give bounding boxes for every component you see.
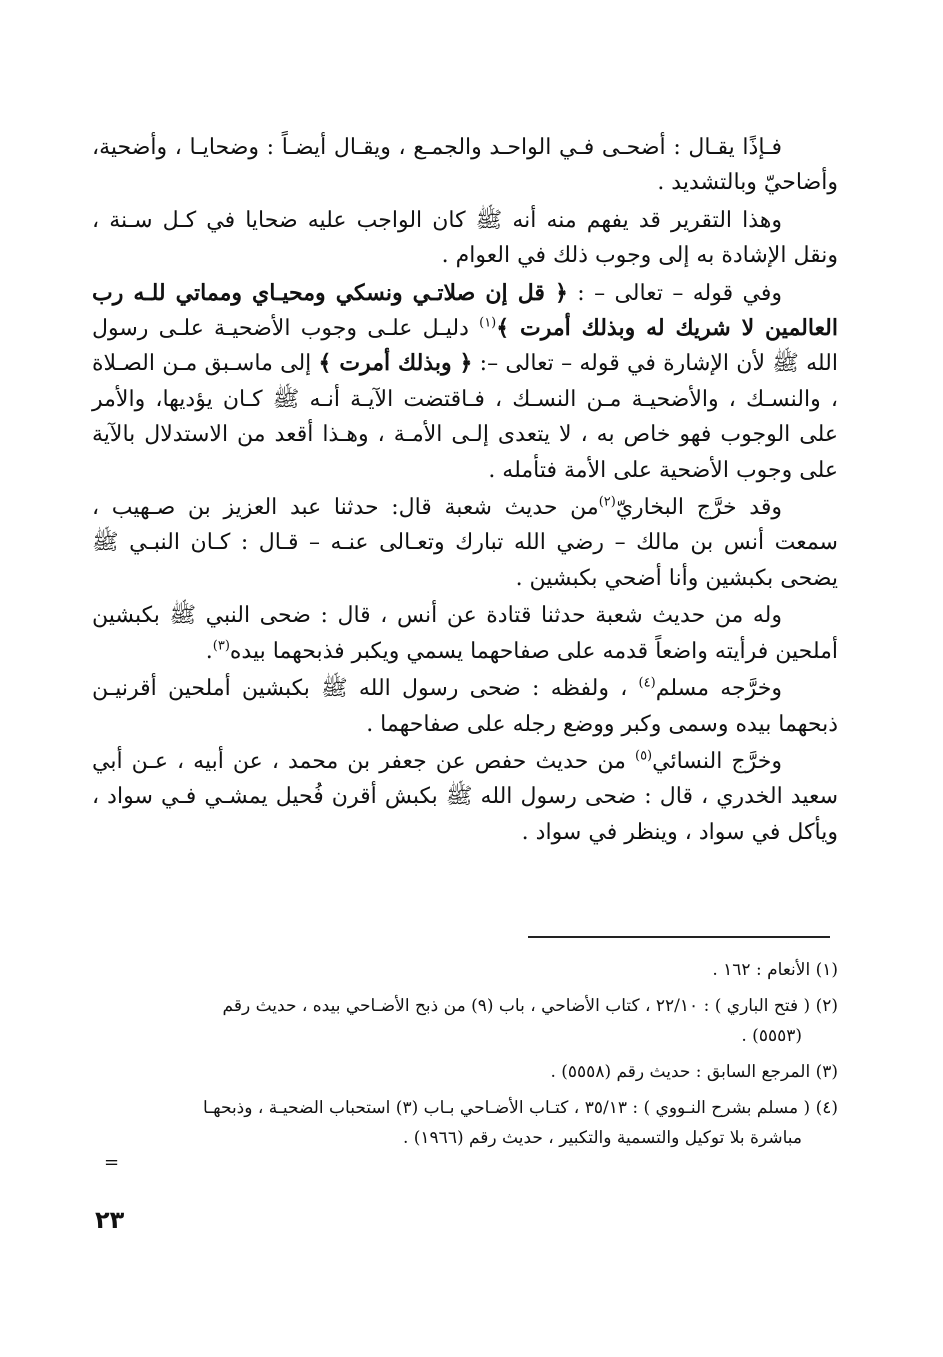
paragraph-text: .: [205, 638, 213, 664]
footnote-4: [92, 1093, 838, 1153]
quran-verse: ﴿ قل إن صلاتـي ونسكي ومحيـاي ومماتي للـه رب العالمين لا شريك له وبذلك أمرت ﴾: [92, 279, 838, 342]
paragraph-text: من حديث حفص عن جعفر بن محمد ، عن أبيه ، عـن أبي سعيد الخدري ، قال : ضحى رسول الله ﷺ بكبش أقرن فُحيل يمشـي فـي سواد ، ويأكل في سواد ، وينظر في سواد .: [92, 748, 839, 845]
footnote-text: المرجع السابق : حديث رقم (٥٥٥٨) .: [550, 1062, 811, 1082]
paragraph-3: [92, 276, 838, 488]
quran-verse: ﴿ وبذلك أمرت ﴾: [318, 350, 473, 377]
footnote-divider: [528, 936, 830, 938]
paragraph-6: [92, 671, 838, 742]
paragraph-text: دليـل علـى وجوب الأضحيـة علـى رسول الله ﷺ لأن الإشارة في قوله – تعالى –:: [92, 316, 838, 377]
paragraph-text: وخرَّجه مسلم: [655, 676, 783, 702]
footnote-text-continued: (٥٥٥٣) .: [741, 1026, 802, 1046]
footnote-label: (٤): [815, 1098, 838, 1118]
footnote-ref[interactable]: (٥): [634, 748, 653, 764]
paragraph-text: وخرَّج النسائي: [652, 748, 782, 774]
footnote-2: [92, 991, 838, 1051]
footnote-1: [92, 955, 838, 985]
footnote-ref[interactable]: (١): [479, 315, 497, 331]
paragraph-4: [92, 490, 838, 596]
paragraph-5: [92, 598, 838, 669]
page-number: ٢٣: [95, 1206, 125, 1234]
paragraph-text: وله من حديث شعبة حدثنا قتادة عن أنس ، قال : ضحى النبي ﷺ بكبشين أملحين فرأيته واضعاً قدمه على صفاحهما يسمي ويكبر فذبحهما بيده: [92, 603, 838, 664]
footnote-label: (٢): [815, 996, 838, 1016]
paragraph-text: وفي قوله – تعالى – :: [567, 280, 782, 306]
footnote-text-continued: مباشرة بلا توكيل والتسمية والتكبير ، حديث رقم (١٩٦٦) .: [402, 1128, 802, 1148]
footnote-label: (٣): [815, 1062, 838, 1082]
paragraph-1: [92, 130, 838, 201]
footnote-ref[interactable]: (٢): [598, 494, 616, 510]
footnote-text: ( مسلم بشرح النـووي ) : ٣٥/١٣ ، كتـاب الأضـاحي بـاب (٣) استحباب الضحيـة ، وذبحهـا: [202, 1098, 811, 1118]
footnote-label: (١): [815, 960, 838, 980]
paragraph-text: فـإذًا يقـال : أضحـى فـي الواحـد والجمـع ، ويقـال أيضـاً : وضحايـا ، وأضحية، وأضاحيّ وبالتشديد .: [92, 135, 838, 196]
paragraph-text: من حديث شعبة قال: حدثنا عبد العزيز بن صـهيب ، سمعت أنس بن مالك – رضي الله تبارك وتعـالى عنـه – قـال : كـان النبـي ﷺ يضحى بكبشين وأنا أضحي بكبشين .: [92, 495, 838, 591]
footnote-text: ( فتح الباري ) : ٢٢/١٠ ، كتاب الأضاحي ، باب (٩) من ذبح الأضـاحي بيده ، حديث رقم: [222, 996, 811, 1016]
paragraph-2: [92, 203, 838, 274]
footnote-ref[interactable]: (٣): [212, 638, 230, 654]
footnote-text: الأنعام : ١٦٢ .: [712, 960, 811, 980]
continuation-mark: =: [104, 1152, 120, 1173]
footnote-3: [92, 1057, 838, 1087]
footnotes: [92, 955, 838, 1159]
paragraph-text: ، ولفظه : ضحى رسول الله ﷺ بكبشين أملحين أقرنيـن ذبحهما بيده وسمى وكبر ووضع رجله على صفاحهما .: [92, 676, 838, 737]
paragraph-text: إلى ماسـبق مـن الصـلاة ، والنسـك ، والأضحيـة مـن النسـك ، فـاقتضت الآيـة أنـه ﷺ كـان يؤديها، والأمر على الوجوب فهو خاص به ، لا يتعدى إلـى الأمـة ، وهـذا أقعد من الاستدلال بالآية على وجوب الأضحية على الأمة فتأمله .: [92, 351, 838, 483]
body-text: [92, 130, 838, 852]
paragraph-7: [92, 744, 838, 850]
paragraph-text: وهذا التقرير قد يفهم منه أنه ﷺ كان الواجب عليه ضحايا في كـل سـنة ، ونقل الإشادة به إلى وجوب ذلك في العوام .: [92, 207, 838, 269]
footnote-ref[interactable]: (٤): [638, 675, 656, 691]
paragraph-text: وقد خرَّج البخاريّ: [615, 495, 782, 521]
